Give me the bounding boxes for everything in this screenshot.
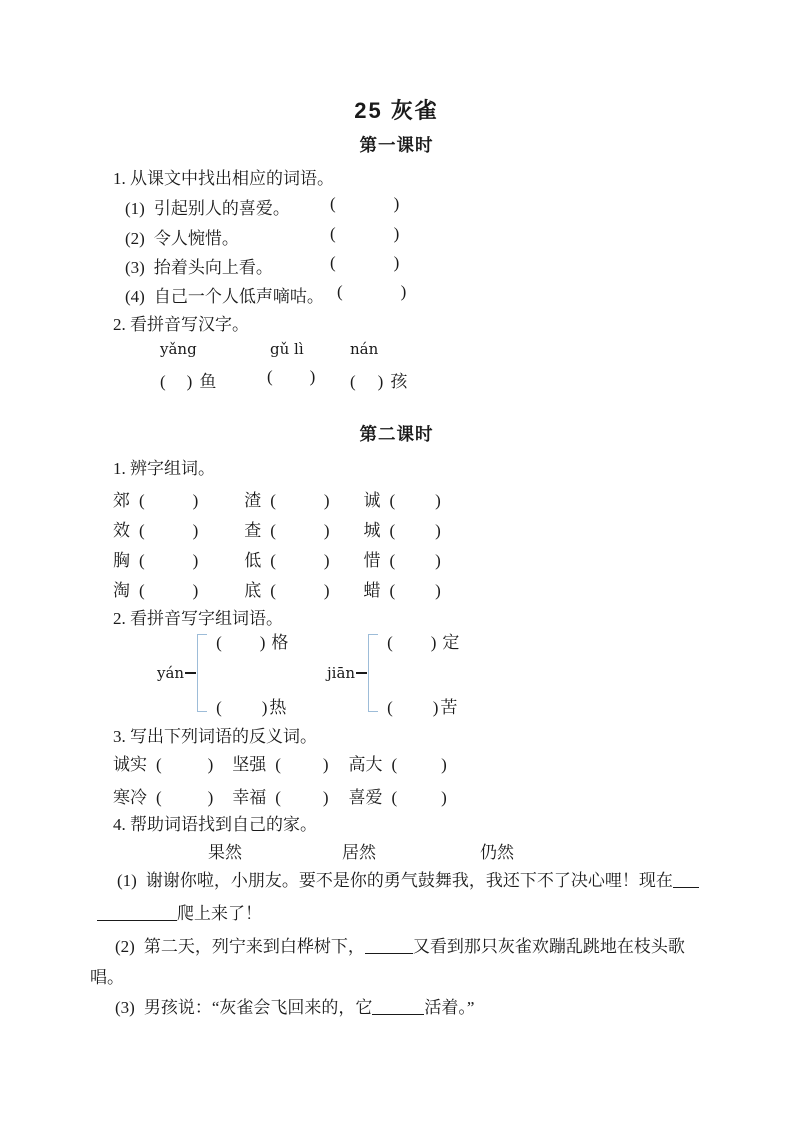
open-paren: ( [270, 551, 276, 570]
open-paren: ( [139, 521, 145, 540]
open-paren: ( [156, 755, 162, 774]
open-paren: ( [387, 698, 393, 717]
item-text: 令人惋惜。 [153, 229, 239, 248]
char-cell [113, 576, 240, 601]
sentence-text: 第二天，列宁来到白桦树下， [143, 937, 365, 956]
char-grid-row [113, 486, 441, 511]
close-paren: ) [377, 372, 384, 391]
antonym-row [113, 783, 447, 808]
char-cell [364, 516, 441, 541]
item-number: (3) [125, 258, 145, 277]
open-paren: ( [389, 551, 396, 570]
antonym-cell [349, 783, 447, 808]
page-title: 25 灰雀 [354, 98, 439, 123]
char-cell [364, 486, 441, 511]
grid-char: 渣 [244, 491, 262, 510]
close-paren: ) [441, 788, 447, 807]
open-paren: ( [267, 367, 273, 386]
pinyin-jian: jiān [327, 664, 356, 682]
close-paren: ) [259, 633, 266, 652]
pinyin-answer-fish [160, 367, 216, 392]
question-2-label-s2: 2. 看拼音写字组词语。 [113, 609, 283, 628]
item-number: (1) [125, 199, 145, 218]
char-grid-row [113, 546, 441, 571]
sentence-text: 男孩说：“灰雀会飞回来的，它 [143, 998, 373, 1017]
connector-line [356, 672, 367, 674]
choice-char: 定 [442, 633, 460, 652]
sentence-number: (2) [115, 937, 135, 956]
word-option: 果然 [208, 843, 242, 862]
fill-blank [97, 904, 177, 921]
item-text: 自己一个人低声嘀咕。 [153, 287, 324, 306]
word: 寒冷 [113, 788, 147, 807]
item-text: 抬着头向上看。 [153, 258, 273, 277]
question-1-label-s2: 1. 辨字组词。 [113, 459, 215, 478]
question-3-label: 3. 写出下列词语的反义词。 [113, 727, 317, 746]
antonym-row [113, 750, 447, 775]
given-char: 鱼 [199, 372, 217, 391]
char-cell [113, 486, 240, 511]
word: 坚强 [232, 755, 267, 774]
close-paren: ) [323, 491, 330, 510]
grid-char: 郊 [113, 491, 130, 510]
open-paren: ( [270, 581, 276, 600]
close-paren: ) [192, 521, 199, 540]
word: 高大 [348, 755, 383, 774]
grid-char: 城 [363, 521, 381, 540]
close-paren: ) [322, 788, 329, 807]
grid-char: 查 [244, 521, 262, 540]
sentence-1-line-1 [117, 866, 699, 891]
section-heading-lesson2: 第二课时 [359, 424, 434, 444]
grid-char: 诚 [363, 491, 381, 510]
char-cell [244, 576, 359, 601]
open-paren: ( [389, 491, 396, 510]
sentence-number: (3) [115, 998, 135, 1017]
choice-top [216, 628, 288, 653]
word-option: 仍然 [480, 843, 514, 862]
bracket-choices [387, 628, 459, 718]
pinyin-bracket-group [327, 628, 459, 718]
grid-char: 惜 [363, 551, 381, 570]
sentence-text: 谢谢你啦，小朋友。要不是你的勇气鼓舞我，我还下不了决心哩！现在 [145, 871, 673, 890]
antonym-cell [113, 750, 228, 775]
open-paren: ( [156, 788, 162, 807]
choice-char: 苦 [440, 698, 458, 717]
close-paren: ) [432, 698, 439, 717]
char-cell [364, 576, 441, 601]
pinyin-nan: nán [350, 340, 379, 358]
section-heading-lesson1: 第一课时 [359, 135, 434, 155]
close-paren: ) [435, 581, 441, 600]
item-number: (4) [125, 287, 145, 306]
sentence-text: 又看到那只灰雀欢蹦乱跳地在枝头歌 [412, 937, 685, 956]
word: 幸福 [232, 788, 267, 807]
close-paren: ) [192, 551, 199, 570]
close-paren: ) [393, 224, 400, 243]
close-paren: ) [323, 521, 330, 540]
grid-char: 蜡 [363, 581, 381, 600]
choice-bottom [387, 693, 459, 718]
given-char: 孩 [390, 372, 408, 391]
char-cell [244, 516, 359, 541]
close-paren: ) [393, 253, 400, 272]
choice-char: 格 [271, 633, 289, 652]
close-paren: ) [309, 367, 316, 386]
answer-blank [337, 282, 406, 302]
choice-bottom [216, 693, 288, 718]
char-grid-row [113, 516, 441, 541]
close-paren: ) [323, 551, 330, 570]
pinyin-answer-middle [267, 367, 315, 387]
pinyin-answer-child [350, 367, 407, 392]
question-1-item [125, 194, 685, 219]
sentence-text: 活着。” [424, 998, 475, 1017]
close-paren: ) [441, 755, 447, 774]
answer-blank [330, 224, 399, 244]
antonym-cell [349, 750, 447, 775]
bracket-choices [216, 628, 288, 718]
item-number: (2) [125, 229, 145, 248]
char-cell [244, 546, 359, 571]
close-paren: ) [430, 633, 437, 652]
sentence-text: 爬上来了！ [177, 904, 262, 923]
char-cell [244, 486, 359, 511]
sentence-1-line-2 [97, 899, 262, 924]
sentence-2-line-2 [90, 963, 124, 988]
open-paren: ( [139, 551, 145, 570]
close-paren: ) [322, 755, 329, 774]
char-cell [113, 516, 240, 541]
open-paren: ( [391, 788, 398, 807]
open-paren: ( [216, 633, 222, 652]
grid-char: 效 [113, 521, 130, 540]
open-paren: ( [391, 755, 398, 774]
question-1-item [125, 224, 685, 249]
antonym-cell [113, 783, 228, 808]
grid-char: 低 [244, 551, 262, 570]
char-cell [113, 546, 240, 571]
open-paren: ( [160, 372, 166, 391]
choice-top [387, 628, 459, 653]
question-4-label: 4. 帮助词语找到自己的家。 [113, 815, 317, 834]
close-paren: ) [400, 282, 407, 301]
close-paren: ) [192, 581, 199, 600]
bracket-shape [368, 634, 378, 712]
close-paren: ) [435, 521, 441, 540]
pinyin-yang: yǎng [160, 340, 197, 358]
word-option: 居然 [342, 843, 376, 862]
fill-blank [372, 998, 424, 1015]
antonym-cell [232, 750, 344, 775]
answer-blank [330, 253, 399, 273]
open-paren: ( [387, 633, 393, 652]
close-paren: ) [323, 581, 330, 600]
close-paren: ) [393, 194, 400, 213]
char-cell [364, 546, 441, 571]
sentence-2-line-1 [115, 932, 685, 957]
bracket-shape [197, 634, 207, 712]
open-paren: ( [270, 491, 276, 510]
open-paren: ( [139, 491, 145, 510]
char-grid-row [113, 576, 441, 601]
word: 喜爱 [348, 788, 383, 807]
antonym-cell [232, 783, 344, 808]
close-paren: ) [261, 698, 268, 717]
open-paren: ( [270, 521, 276, 540]
sentence-number: (1) [117, 871, 137, 890]
connector-line [185, 672, 196, 674]
open-paren: ( [389, 521, 396, 540]
open-paren: ( [216, 698, 222, 717]
close-paren: ) [435, 551, 441, 570]
question-1-label: 1. 从课文中找出相应的词语。 [113, 169, 334, 188]
answer-blank [330, 194, 399, 214]
close-paren: ) [207, 755, 214, 774]
fill-blank [365, 937, 413, 954]
open-paren: ( [139, 581, 145, 600]
open-paren: ( [389, 581, 396, 600]
close-paren: ) [207, 788, 214, 807]
sentence-text: 唱。 [90, 968, 124, 987]
pinyin-yan: yán [157, 664, 185, 682]
open-paren: ( [330, 224, 336, 243]
open-paren: ( [330, 194, 336, 213]
open-paren: ( [350, 372, 356, 391]
close-paren: ) [435, 491, 441, 510]
fill-blank [673, 871, 699, 888]
open-paren: ( [330, 253, 336, 272]
close-paren: ) [192, 491, 199, 510]
grid-char: 底 [244, 581, 262, 600]
word: 诚实 [113, 755, 147, 774]
open-paren: ( [275, 788, 281, 807]
sentence-3-line-1 [115, 993, 474, 1018]
choice-char: 热 [269, 698, 287, 717]
question-1-item [125, 253, 685, 278]
close-paren: ) [186, 372, 193, 391]
item-text: 引起别人的喜爱。 [153, 199, 290, 218]
grid-char: 胸 [113, 551, 130, 570]
question-2-label: 2. 看拼音写汉字。 [113, 315, 249, 334]
question-1-item [125, 282, 685, 307]
open-paren: ( [275, 755, 281, 774]
pinyin-bracket-group [157, 628, 288, 718]
pinyin-guli: gǔ lì [270, 340, 304, 358]
open-paren: ( [337, 282, 343, 301]
grid-char: 淘 [113, 581, 130, 600]
